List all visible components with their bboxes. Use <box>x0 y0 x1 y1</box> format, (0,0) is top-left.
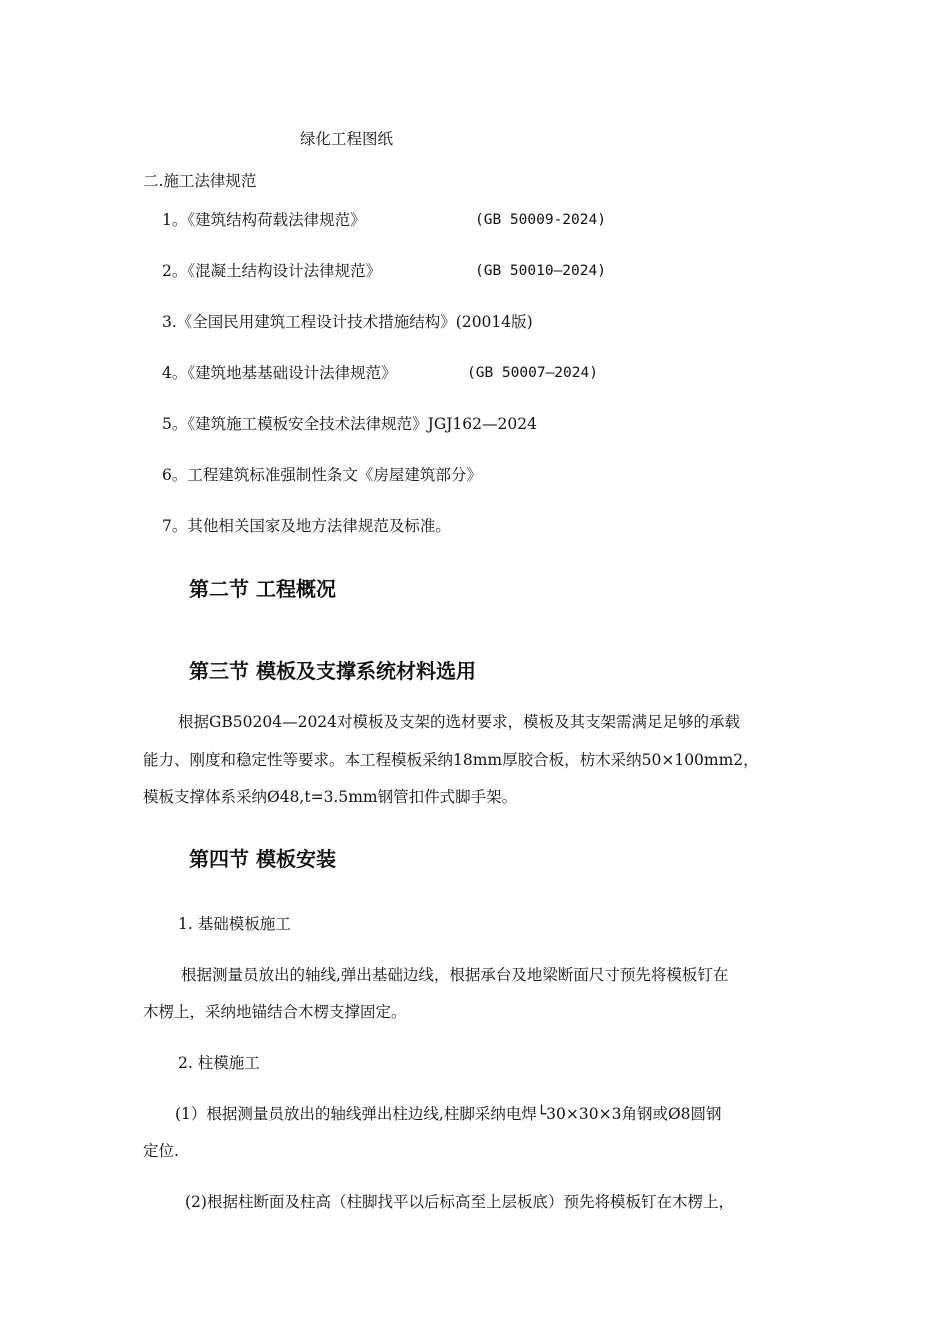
reference-item-3: 3.《全国民用建筑工程设计技术措施结构》(20014版) <box>162 313 533 331</box>
subsection-2-item-1-line-1: (1）根据测量员放出的轴线弹出柱边线,柱脚采纳电焊└30×30×3角钢或Ø8圆钢 <box>175 1105 722 1123</box>
section3-heading: 第三节 模板及支撑系统材料选用 <box>189 659 476 683</box>
top-caption: 绿化工程图纸 <box>300 130 394 148</box>
reference-code-2: (GB 50010—2024) <box>475 263 606 279</box>
reference-item-4: 4。《建筑地基基础设计法律规范》 <box>162 364 397 382</box>
subsection-2-item-2: (2)根据柱断面及柱高（柱脚找平以后标高至上层板底）预先将模板钉在木楞上， <box>185 1193 734 1211</box>
subsection-2-item-1-line-2: 定位. <box>143 1142 179 1160</box>
reference-code-4: (GB 50007—2024) <box>467 365 598 381</box>
reference-item-5: 5。《建筑施工模板安全技术法律规范》JGJ162—2024 <box>162 415 537 433</box>
section3-line-3: 模板支撑体系采纳Ø48,t=3.5mm钢管扣件式脚手架。 <box>143 788 518 806</box>
section2-heading: 第二节 工程概况 <box>189 577 336 601</box>
section3-line-2: 能力、刚度和稳定性等要求。本工程模板采纳18mm厚胶合板，枋木采纳50×100mm2， <box>143 751 759 769</box>
section3-line-1: 根据GB50204—2024对模板及支架的选材要求，模板及其支架需满足足够的承载 <box>178 713 741 731</box>
subsection-1-line-1: 根据测量员放出的轴线,弹出基础边线，根据承台及地梁断面尺寸预先将模板钉在 <box>181 966 729 984</box>
section4-heading: 第四节 模板安装 <box>189 847 336 871</box>
reference-item-1: 1。《建筑结构荷载法律规范》 <box>162 211 366 229</box>
reference-code-1: (GB 50009-2024) <box>475 212 606 228</box>
section-two-title: 二.施工法律规范 <box>143 172 257 190</box>
reference-item-6: 6。工程建筑标准强制性条文《房屋建筑部分》 <box>162 466 482 484</box>
reference-item-2: 2。《混凝土结构设计法律规范》 <box>162 262 382 280</box>
subsection-2-title: 2. 柱模施工 <box>178 1054 260 1072</box>
subsection-1-title: 1. 基础模板施工 <box>178 915 291 933</box>
subsection-1-line-2: 木楞上，采纳地锚结合木楞支撑固定。 <box>143 1003 407 1021</box>
reference-item-7: 7。其他相关国家及地方法律规范及标准。 <box>162 517 451 535</box>
